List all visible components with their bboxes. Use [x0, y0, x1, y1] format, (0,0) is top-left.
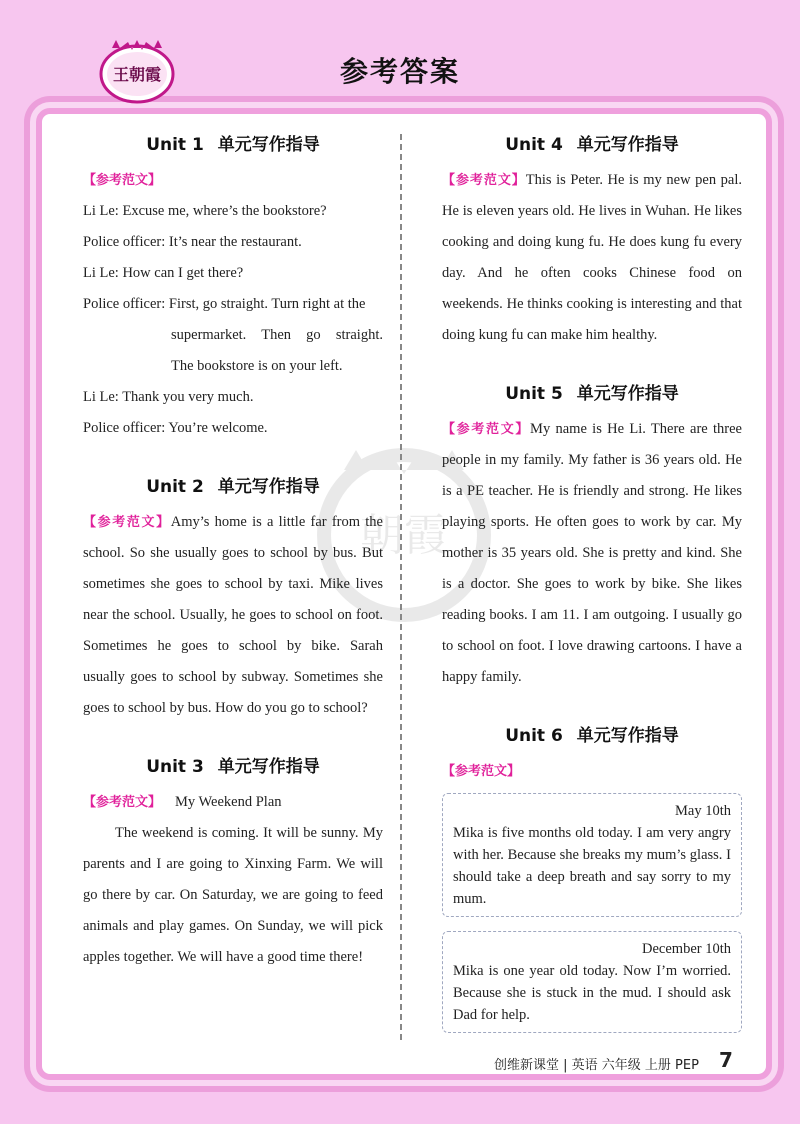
- tag-label: 【参考范文】: [83, 795, 162, 810]
- unit3-title: Unit 3: [146, 757, 204, 777]
- svg-text:朝霞: 朝霞: [360, 510, 448, 561]
- unit6-heading: [442, 721, 742, 746]
- unit2-heading: [83, 472, 383, 497]
- unit1-heading: [83, 130, 383, 155]
- dialog-line: Police officer: First, go straight. Turn right at the: [83, 296, 366, 312]
- unit5-title: Unit 5: [505, 384, 563, 404]
- left-column: [83, 124, 383, 973]
- unit3-heading: [83, 752, 383, 777]
- unit2-text: Amy’s home is a little far from the school. So she usually goes to school by bus. But sometimes she goes to school by taxi. Mike lives near the school. Usually, he goes to school on foot. Sometimes he goes to school by bike. Sarah usually goes to school by subway. Sometimes she goes to school by bus. How do you go to school?: [83, 514, 383, 716]
- svg-text:王朝霞: 王朝霞: [112, 65, 162, 84]
- unit5-heading: [442, 379, 742, 404]
- dialog-line: The bookstore is on your left.: [171, 358, 343, 374]
- unit2-subtitle: 单元写作指导: [217, 477, 320, 497]
- unit1-tag: [83, 165, 383, 196]
- column-divider: [400, 134, 402, 1040]
- tag-label: 【参考范文】: [442, 422, 531, 437]
- dialog-line: Li Le: How can I get there?: [83, 265, 244, 281]
- page-title: 参考答案: [339, 55, 460, 88]
- diary-date: December 10th: [642, 941, 731, 957]
- diary-date: May 10th: [675, 803, 731, 819]
- unit1-subtitle: 单元写作指导: [217, 135, 320, 155]
- unit3-tag-row: [83, 787, 383, 818]
- unit4-heading: [442, 130, 742, 155]
- footer-book-info: 创维新课堂 | 英语 六年级 上册 PEP: [494, 1058, 699, 1073]
- unit4-subtitle: 单元写作指导: [576, 135, 679, 155]
- dialog-line: Li Le: Thank you very much.: [83, 389, 254, 405]
- unit5-essay: [442, 414, 742, 693]
- unit4-text: This is Peter. He is my new pen pal. He is eleven years old. He lives in Wuhan. He likes cooking and doing kung fu. He does kung fu every day. And he often cooks Chinese food on weekends. He thinks cooking is interesting and that doing kung fu can make him healthy.: [442, 172, 742, 343]
- diary-text: Mika is one year old today. Now I’m worried. Because she is stuck in the mud. I should ask Dad for help.: [453, 963, 731, 1023]
- unit1-title: Unit 1: [146, 135, 204, 155]
- unit2-title: Unit 2: [146, 477, 204, 497]
- page-number: 7: [719, 1048, 733, 1072]
- unit6-title: Unit 6: [505, 726, 563, 746]
- dialog-line: Police officer: You’re welcome.: [83, 420, 268, 436]
- unit2-essay: [83, 507, 383, 724]
- unit4-title: Unit 4: [505, 135, 563, 155]
- unit3-subtitle: 单元写作指导: [217, 757, 320, 777]
- unit3-essay: The weekend is coming. It will be sunny. My parents and I are going to Xinxing Farm. We will go there by car. On Saturday, we are going to feed animals and play games. On Sunday, we will pick apples together. We will have a good time there!: [83, 825, 383, 965]
- unit3-essay-title: My Weekend Plan: [175, 794, 282, 810]
- diary-entry-1: [442, 793, 742, 917]
- unit6-subtitle: 单元写作指导: [576, 726, 679, 746]
- dialog-line: supermarket. Then go straight.: [171, 327, 383, 343]
- unit5-text: My name is He Li. There are three people in my family. My father is 36 years old. He is a PE teacher. He is friendly and strong. He likes playing sports. He often goes to work by car. My mother is 35 years old. She is pretty and kind. She is a doctor. She goes to work by bike. She likes reading books. I am 11. I am outgoing. I usually go to school on foot. I love drawing cartoons. I have a happy family.: [442, 421, 742, 685]
- unit5-subtitle: 单元写作指导: [576, 384, 679, 404]
- dialog-line: Li Le: Excuse me, where’s the bookstore?: [83, 203, 327, 219]
- tag-label: 【参考范文】: [442, 173, 526, 188]
- diary-entry-2: [442, 931, 742, 1033]
- tag-label: 【参考范文】: [83, 515, 171, 530]
- tag-label: 【参考范文】: [442, 764, 521, 779]
- right-column: [442, 124, 742, 1047]
- dialog-line: Police officer: It’s near the restaurant.: [83, 234, 302, 250]
- tag-label: 【参考范文】: [83, 173, 162, 188]
- diary-text: Mika is five months old today. I am very angry with her. Because she breaks my mum’s glass. I should take a deep breath and say sorry to my mum.: [453, 825, 731, 907]
- unit4-essay: [442, 165, 742, 351]
- unit6-tag: [442, 756, 742, 787]
